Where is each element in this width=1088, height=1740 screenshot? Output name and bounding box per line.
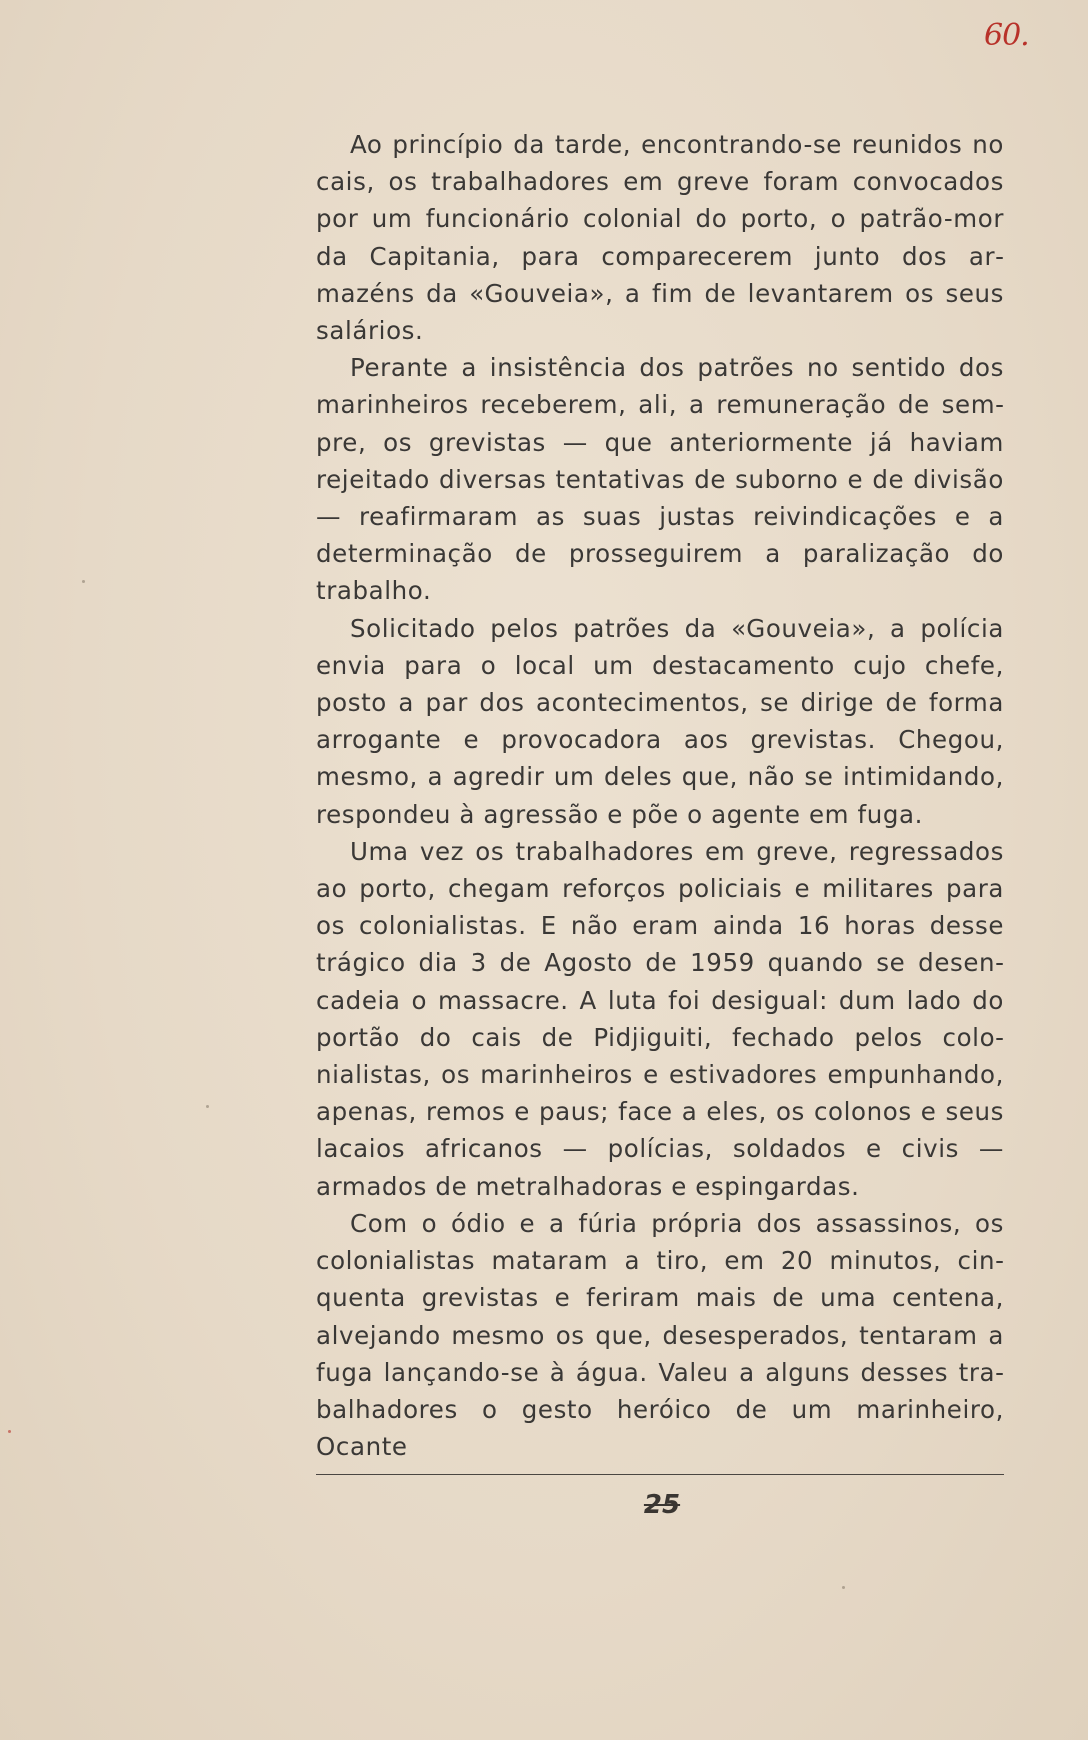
paragraph-4: Uma vez os trabalhadores em greve, regressados ao porto, chegam reforços policiais e militares para os colonialistas. E não eram ainda 16 horas desse trágico dia 3 de Agosto de 1959 quando se desencadeia o massacre. A luta foi desigual: dum lado do portão do cais de Pidjiguiti, fechado pelos colonialistas, os marinheiros e estivadores empunhando, apenas, remos e paus; face a eles, os colonos e seus lacaios africanos — polícias, soldados e civis — armados de metralhadoras e espingardas. <box>316 836 1004 1201</box>
paper-speck <box>206 1105 209 1108</box>
paragraph-3: Solicitado pelos patrões da «Gouveia», a polícia envia para o local um destacamento cujo chefe, posto a par dos acontecimentos, se dirige de forma arrogante e provocadora aos grevistas. Chegou, mesmo, a agredir um deles que, não se intimidando, respondeu à agressão e põe o agente em fuga. <box>316 613 1004 829</box>
paragraph-1: Ao princípio da tarde, encontrando-se reunidos no cais, os trabalhadores em greve foram convocados por um funcionário colonial do porto, o patrão-mor da Capitania, para comparecerem junto dos armazéns da «Gouveia», a fim de levantarem os seus salários. <box>316 130 1004 346</box>
paper-speck <box>8 1430 11 1433</box>
paragraph-5: Com o ódio e a fúria própria dos assassinos, os colonialistas mataram a tiro, em 20 minutos, cinquenta grevistas e feriram mais de uma centena, alvejando mesmo os que, desesperados, tentaram a fuga lançando-se à água. Valeu a alguns desses trabalhadores o gesto heróico de um marinheiro, Ocante <box>316 1208 1004 1462</box>
footer-rule <box>316 1474 1004 1475</box>
paper-speck <box>842 1586 845 1589</box>
paper-speck <box>82 580 85 583</box>
paragraph-2: Perante a insistência dos patrões no sentido dos marinheiros receberem, ali, a remuneração de sempre, os grevistas — que anteriormente já haviam rejeitado diversas tentativas de suborno e de divisão — reafirmaram as suas justas reivindicações e a determinação de prosseguirem a paralização do trabalho. <box>316 353 1004 606</box>
body-text <box>316 126 1004 1465</box>
page-number: 25 <box>643 1490 681 1520</box>
handwritten-page-mark: 60. <box>984 18 1029 53</box>
